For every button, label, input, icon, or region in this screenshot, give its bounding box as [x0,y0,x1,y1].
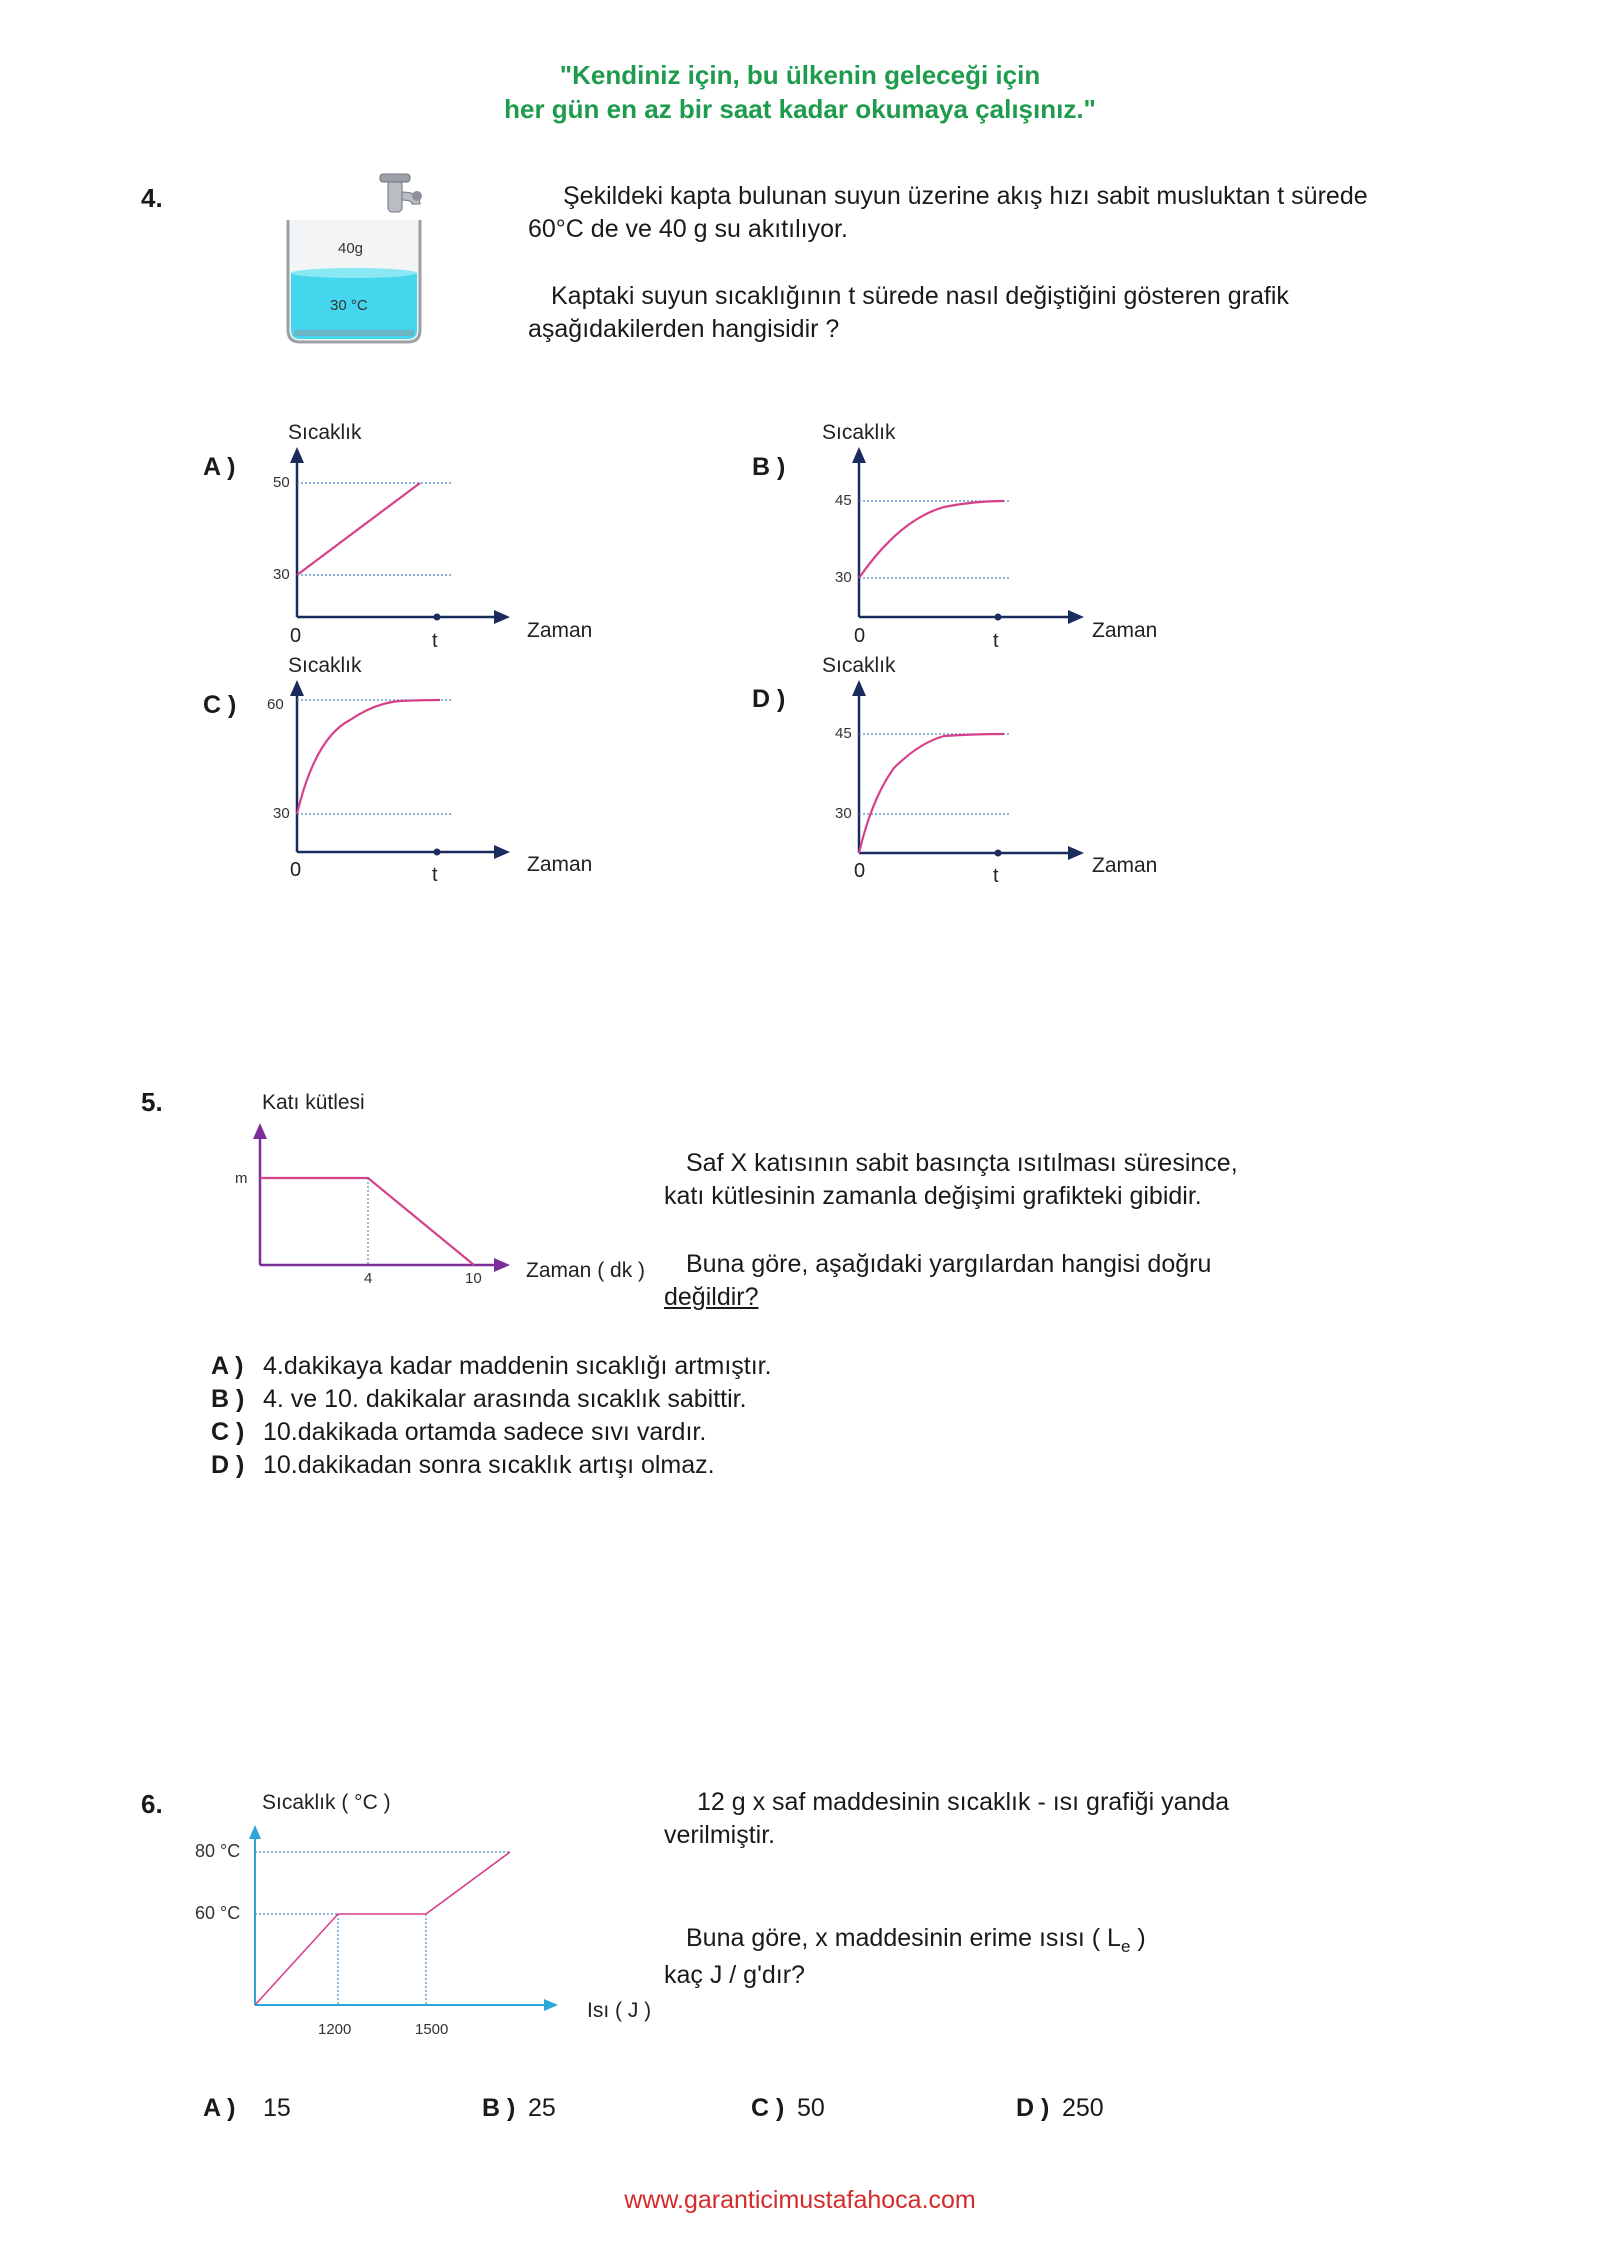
q6-text-1: 12 g x saf maddesinin sıcaklık - ısı grafiği yanda [697,1788,1230,1816]
q6-graph [190,1785,670,2045]
graph-b-ylabel: Sıcaklık [822,421,896,444]
y-arrow-icon [253,1123,267,1139]
beaker-temp-label: 30 °C [330,297,368,314]
q5-text-2: katı kütlesinin zamanla değişimi grafikteki gibidir. [664,1182,1202,1210]
q5-m-label: m [235,1170,248,1187]
question-6-number: 6. [141,1789,163,1819]
footer-website-link[interactable]: www.garanticimustafahoca.com [624,2186,976,2214]
graph-b-origin: 0 [854,625,866,647]
beaker-mass-label: 40g [338,240,364,257]
q5-text-1: Saf X katısının sabit basınçta ısıtılması süresince, [686,1149,1238,1177]
graph-c-yhigh: 60 [267,696,284,713]
graph-d-curve [859,734,1004,853]
question-5-number: 5. [141,1087,163,1117]
q5-tick-10: 10 [465,1270,482,1287]
q6-x1200: 1200 [318,2021,352,2038]
graph-d-ylow: 30 [835,805,852,822]
beaker-illustration [280,170,440,355]
x-arrow-icon [494,845,510,859]
q5-option-d[interactable]: D ) 10.dakikadan sonra sıcaklık artışı olmaz. [211,1451,715,1479]
graph-b-yhigh: 45 [835,492,852,509]
x-arrow-icon [544,1999,558,2011]
q6-xlabel: Isı ( J ) [587,1999,652,2022]
graph-a-origin: 0 [290,625,302,647]
q6-y60: 60 °C [195,1903,241,1923]
graph-a-ylabel: Sıcaklık [288,421,362,444]
y-arrow-icon [290,680,304,696]
tap-icon [380,174,422,212]
graph-c-t: t [432,864,438,886]
q6-curve [255,1852,510,2005]
q5-curve [260,1178,474,1265]
y-arrow-icon [852,447,866,463]
q5-text-3: Buna göre, aşağıdaki yargılardan hangisi doğru [686,1250,1212,1278]
graph-a-yhigh: 50 [273,474,290,491]
q6-option-a[interactable]: A ) 15 [203,2094,291,2122]
graph-a-xlabel: Zaman [527,619,593,642]
q6-text-3: Buna göre, x maddesinin erime ısısı ( $L_e$ ) [686,1924,1146,1956]
graph-d-origin: 0 [854,860,866,882]
q6-y80: 80 °C [195,1841,241,1861]
graph-c-ylow: 30 [273,805,290,822]
graph-c-curve [297,700,440,814]
graph-d-t: t [993,865,999,887]
q5-tick-4: 4 [364,1270,373,1287]
q4-text-1: Şekildeki kapta bulunan suyun üzerine akış hızı sabit musluktan t sürede [563,182,1368,210]
q6-x1500: 1500 [415,2021,449,2038]
q4-option-a-label[interactable]: A ) [203,453,236,481]
q5-text-4: değildir? [664,1283,759,1311]
q4-graph-b [804,415,1184,650]
q4-text-2: 60°C de ve 40 g su akıtılıyor. [528,215,848,243]
graph-d-ylabel: Sıcaklık [822,654,896,677]
graph-c-origin: 0 [290,859,302,881]
graph-b-curve [859,501,1004,578]
graph-c-xlabel: Zaman [527,853,593,876]
q6-text-2: verilmiştir. [664,1821,776,1849]
x-arrow-icon [494,610,510,624]
x-arrow-icon [494,1258,510,1272]
y-arrow-icon [249,1825,261,1839]
q6-ylabel: Sıcaklık ( °C ) [262,1791,391,1814]
q4-text-4: aşağıdakilerden hangisidir ? [528,315,840,343]
q4-graph-c [240,648,620,886]
question-4-number: 4. [141,183,163,213]
motto-line-1: "Kendiniz için, bu ülkenin geleceği için [559,60,1041,90]
q4-text-3: Kaptaki suyun sıcaklığının t sürede nasıl değiştiğini gösteren grafik [551,282,1289,310]
q5-option-b[interactable]: B ) 4. ve 10. dakikalar arasında sıcaklık sabittir. [211,1385,747,1413]
graph-a-curve [297,483,420,575]
graph-b-t: t [993,630,999,652]
q6-text-4: kaç J / g'dır? [664,1961,805,1989]
q6-option-d[interactable]: D ) 250 [1016,2094,1104,2122]
q4-graph-d [804,648,1184,887]
graph-a-ylow: 30 [273,566,290,583]
q5-options [211,1350,772,1482]
x-arrow-icon [1068,846,1084,860]
q5-ylabel: Katı kütlesi [262,1091,365,1114]
q6-option-b[interactable]: B ) 25 [482,2094,556,2122]
graph-c-ylabel: Sıcaklık [288,654,362,677]
q5-graph [230,1085,650,1295]
y-arrow-icon [290,447,304,463]
graph-d-xlabel: Zaman [1092,854,1158,877]
graph-b-xlabel: Zaman [1092,619,1158,642]
q4-graph-a [240,415,620,650]
q5-xlabel: Zaman ( dk ) [526,1259,646,1282]
q5-option-c[interactable]: C ) 10.dakikada ortamda sadece sıvı vardır. [211,1418,707,1446]
motto-line-2: her gün en az bir saat kadar okumaya çalışınız." [504,94,1096,124]
q6-option-c[interactable]: C ) 50 [751,2094,825,2122]
graph-a-t: t [432,630,438,652]
q4-option-b-label[interactable]: B ) [752,453,786,481]
graph-b-ylow: 30 [835,569,852,586]
q5-option-a[interactable]: A ) 4.dakikaya kadar maddenin sıcaklığı artmıştır. [211,1352,772,1380]
q4-option-d-label[interactable]: D ) [752,685,786,713]
y-arrow-icon [852,680,866,696]
graph-d-yhigh: 45 [835,725,852,742]
q4-option-c-label[interactable]: C ) [203,691,237,719]
x-arrow-icon [1068,610,1084,624]
